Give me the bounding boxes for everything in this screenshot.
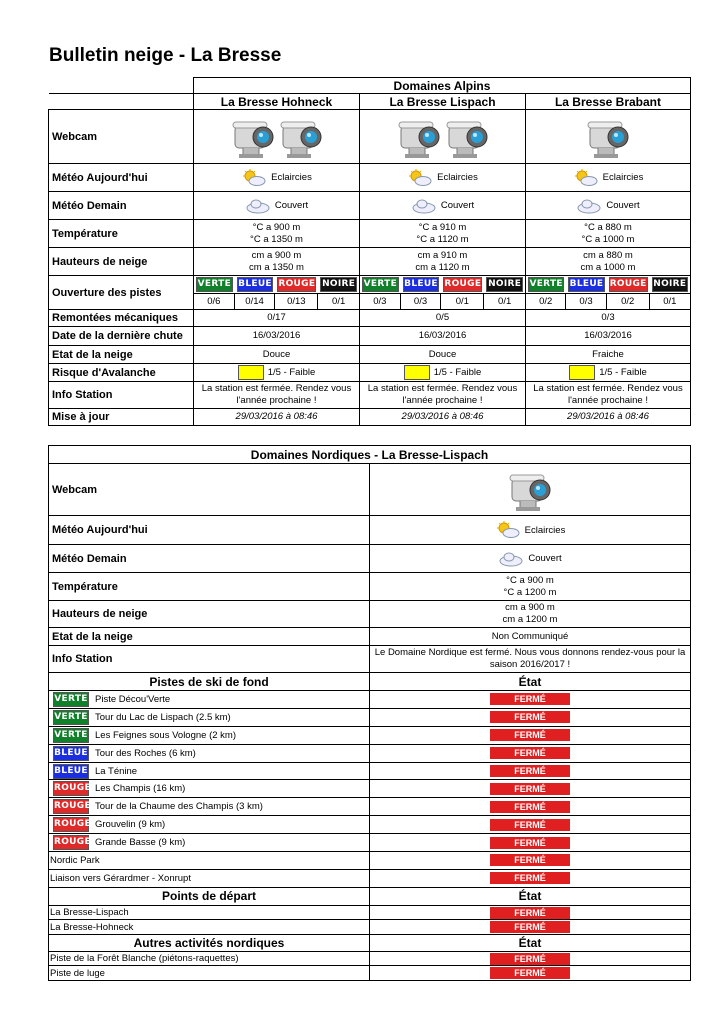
piste-count: 0/1	[484, 293, 525, 309]
nordic-webcam-cell[interactable]	[370, 464, 691, 516]
trail-name-cell	[49, 920, 370, 935]
snow-height-label: Hauteurs de neige	[49, 248, 194, 276]
piste-badge-bleue: BLEUE	[237, 277, 274, 292]
info-line2: l'année prochaine !	[568, 395, 648, 406]
status-badge: FERMÉ	[490, 967, 570, 979]
piste-count: 0/1	[441, 293, 484, 309]
piste-count: 0/6	[194, 293, 235, 309]
trail-name-cell	[49, 852, 370, 870]
trail-status-cell	[370, 691, 691, 709]
autres-state-header: État	[370, 934, 691, 951]
depart-state-header: État	[370, 887, 691, 905]
trail-status-cell	[370, 780, 691, 798]
nordic-info-line2: saison 2016/2017 !	[489, 659, 571, 670]
trail-name: Tour du Lac de Lispach (2.5 km)	[95, 711, 231, 723]
sun-cloud-icon	[407, 169, 433, 187]
level-badge-bleue: BLEUE	[53, 764, 89, 779]
trail-name-cell	[49, 905, 370, 920]
piste-badge-noire: NOIRE	[320, 277, 357, 292]
level-badge-rouge: ROUGE	[53, 799, 89, 814]
nordic-info-line1: Le Domaine Nordique est fermé. Nous vous donnons rendez-vous pour la	[374, 647, 686, 658]
status-badge: FERMÉ	[490, 729, 570, 741]
info-line1: La station est fermée. Rendez vous	[533, 383, 683, 394]
nordic-meteo-tomorrow-label: Météo Demain	[49, 545, 370, 573]
snow-high: cm a 1350 m	[249, 261, 304, 273]
trail-row	[49, 691, 691, 709]
station-header	[194, 94, 360, 110]
pistes-opening-label: Ouverture des pistes	[49, 276, 194, 310]
meteo-today-cell	[526, 164, 691, 192]
alpine-header: Domaines Alpins	[194, 78, 691, 94]
meteo-today: Eclaircies	[437, 172, 478, 183]
temp-high: °C a 1350 m	[250, 233, 303, 245]
snow-state-value: Fraiche	[526, 346, 691, 364]
trail-status-cell	[370, 726, 691, 744]
trail-row	[49, 780, 691, 798]
risk-level-swatch	[404, 365, 430, 380]
trail-row	[49, 966, 691, 981]
snow-high: cm a 1000 m	[580, 261, 636, 273]
trail-name-cell	[49, 708, 370, 726]
meteo-tomorrow: Couvert	[440, 200, 475, 211]
trail-name-cell	[49, 762, 370, 780]
webcam-cell	[194, 110, 360, 164]
nordic-webcam-label: Webcam	[49, 464, 370, 516]
trail-row	[49, 951, 691, 966]
status-badge: FERMÉ	[490, 907, 570, 919]
trail-status-cell	[370, 920, 691, 935]
risk-value: 1/5 - Faible	[267, 367, 316, 378]
nordic-snow-label: Hauteurs de neige	[49, 601, 370, 628]
piste-count: 0/1	[650, 293, 690, 309]
temp-high: °C a 1000 m	[581, 233, 635, 245]
trail-status-cell	[370, 708, 691, 726]
temp-low: °C a 900 m	[252, 221, 301, 233]
meteo-tomorrow-cell	[360, 192, 526, 220]
avalanche-risk-cell	[526, 364, 691, 382]
station-header	[360, 94, 526, 110]
trail-row	[49, 905, 691, 920]
meteo-today: Eclaircies	[271, 172, 312, 183]
trail-name-cell	[49, 816, 370, 834]
trail-name: Les Feignes sous Vologne (2 km)	[95, 729, 236, 741]
nordic-header: Domaines Nordiques - La Bresse-Lispach	[49, 446, 691, 464]
snow-low: cm a 880 m	[583, 249, 633, 261]
piste-count: 0/2	[526, 293, 566, 309]
piste-badge-noire: NOIRE	[652, 277, 688, 292]
snow-low: cm a 910 m	[417, 249, 468, 261]
snow-low: cm a 900 m	[251, 249, 302, 261]
update-value: 29/03/2016 à 08:46	[526, 409, 691, 426]
sun-cloud-icon	[573, 169, 599, 187]
temp-low: °C a 910 m	[418, 221, 467, 233]
trail-row	[49, 726, 691, 744]
piste-badge-rouge: ROUGE	[277, 277, 316, 292]
trail-status-cell	[370, 852, 691, 870]
snow-state-label: Etat de la neige	[49, 346, 194, 364]
trail-row	[49, 762, 691, 780]
trail-name: Tour des Roches (6 km)	[95, 747, 196, 759]
piste-count: 0/3	[401, 293, 442, 309]
trail-status-cell	[370, 816, 691, 834]
nordic-meteo-tomorrow: Couvert	[528, 553, 562, 564]
status-badge: FERMÉ	[490, 854, 570, 866]
cloud-icon	[411, 197, 437, 215]
meteo-today-cell	[360, 164, 526, 192]
trail-row	[49, 834, 691, 852]
trail-name: Piste de luge	[50, 967, 105, 979]
snow-cell	[526, 248, 691, 276]
trail-status-cell	[370, 798, 691, 816]
level-badge-rouge: ROUGE	[53, 781, 89, 796]
status-badge: FERMÉ	[490, 765, 570, 777]
webcam-icon[interactable]	[277, 114, 325, 160]
temperature-cell	[360, 220, 526, 248]
station-name: La Bresse Lispach	[389, 94, 496, 109]
temperature-cell	[194, 220, 360, 248]
piste-badge-verte: VERTE	[362, 277, 399, 292]
update-value: 29/03/2016 à 08:46	[360, 409, 526, 426]
nordic-meteo-today-label: Météo Aujourd'hui	[49, 516, 370, 545]
pistes-cell	[194, 276, 360, 310]
fond-state-header: État	[370, 673, 691, 691]
risk-value: 1/5 - Faible	[599, 367, 647, 378]
risk-level-swatch	[569, 365, 595, 380]
trail-status-cell	[370, 869, 691, 887]
snow-high: cm a 1120 m	[415, 261, 470, 273]
trail-name-cell	[49, 780, 370, 798]
piste-badge-bleue: BLEUE	[568, 277, 604, 292]
piste-count: 0/14	[235, 293, 276, 309]
station-info-label: Info Station	[49, 382, 194, 409]
trail-name-cell	[49, 951, 370, 966]
trail-status-cell	[370, 834, 691, 852]
status-badge: FERMÉ	[490, 921, 570, 933]
cloud-icon	[498, 550, 524, 568]
webcam-cell	[360, 110, 526, 164]
avalanche-risk-label: Risque d'Avalanche	[49, 364, 194, 382]
meteo-tomorrow-cell	[194, 192, 360, 220]
trail-name-cell	[49, 966, 370, 981]
level-badge-verte: VERTE	[53, 692, 89, 707]
meteo-today-label: Météo Aujourd'hui	[49, 164, 194, 192]
trail-name: Grouvelin (9 km)	[95, 819, 166, 831]
trail-name: Piste Décou'Verte	[95, 693, 171, 705]
trail-name-cell	[49, 834, 370, 852]
update-label: Mise à jour	[49, 409, 194, 426]
trail-name: Nordic Park	[50, 854, 100, 866]
meteo-tomorrow: Couvert	[606, 200, 640, 211]
pistes-cell	[360, 276, 526, 310]
nordic-snow-low: cm a 900 m	[505, 602, 555, 613]
info-line1: La station est fermée. Rendez vous	[201, 383, 352, 394]
station-name: La Bresse Brabant	[554, 94, 662, 109]
avalanche-risk-cell	[194, 364, 360, 382]
level-badge-bleue: BLEUE	[53, 746, 89, 761]
trail-name: Liaison vers Gérardmer - Xonrupt	[50, 872, 191, 884]
snow-cell	[194, 248, 360, 276]
status-badge: FERMÉ	[490, 819, 570, 831]
piste-badge-rouge: ROUGE	[443, 277, 482, 292]
station-info-cell	[360, 382, 526, 409]
webcam-icon[interactable]	[395, 114, 443, 160]
trail-status-cell	[370, 966, 691, 981]
station-info-cell	[526, 382, 691, 409]
last-snowfall-label: Date de la dernière chute	[49, 327, 194, 346]
trail-row	[49, 869, 691, 887]
lifts-value: 0/5	[360, 310, 526, 327]
sun-cloud-icon	[495, 521, 521, 539]
avalanche-risk-cell	[360, 364, 526, 382]
nordic-domains-table	[48, 445, 691, 981]
depart-header: Points de départ	[49, 887, 370, 905]
status-badge: FERMÉ	[490, 711, 570, 723]
trail-status-cell	[370, 951, 691, 966]
nordic-snow-state: Non Communiqué	[370, 628, 691, 646]
trail-status-cell	[370, 744, 691, 762]
temp-low: °C a 880 m	[584, 221, 632, 233]
station-header	[526, 94, 691, 110]
piste-badge-rouge: ROUGE	[609, 277, 648, 292]
last-snowfall-value: 16/03/2016	[194, 327, 360, 346]
piste-badge-verte: VERTE	[196, 277, 233, 292]
webcam-label: Webcam	[49, 110, 194, 164]
station-info-cell	[194, 382, 360, 409]
meteo-tomorrow-label: Météo Demain	[49, 192, 194, 220]
level-badge-verte: VERTE	[53, 710, 89, 725]
status-badge: FERMÉ	[490, 953, 570, 965]
meteo-tomorrow: Couvert	[274, 200, 309, 211]
status-badge: FERMÉ	[490, 693, 570, 705]
status-badge: FERMÉ	[490, 872, 570, 884]
trail-name-cell	[49, 691, 370, 709]
nordic-snow-state-label: Etat de la neige	[49, 628, 370, 646]
webcam-cell	[526, 110, 691, 164]
snow-cell	[360, 248, 526, 276]
webcam-icon[interactable]	[229, 114, 277, 160]
trail-name-cell	[49, 744, 370, 762]
level-badge-rouge: ROUGE	[53, 817, 89, 832]
trail-row	[49, 798, 691, 816]
level-badge-verte: VERTE	[53, 728, 89, 743]
update-value: 29/03/2016 à 08:46	[194, 409, 360, 426]
piste-count: 0/13	[275, 293, 318, 309]
pistes-cell	[526, 276, 691, 310]
sun-cloud-icon	[241, 169, 267, 187]
nordic-info-label: Info Station	[49, 646, 370, 673]
meteo-tomorrow-cell	[526, 192, 691, 220]
status-badge: FERMÉ	[490, 783, 570, 795]
piste-badge-bleue: BLEUE	[403, 277, 440, 292]
temp-high: °C a 1120 m	[416, 233, 469, 245]
temperature-label: Température	[49, 220, 194, 248]
cloud-icon	[245, 197, 271, 215]
piste-count: 0/3	[360, 293, 401, 309]
trail-name: La Ténine	[95, 765, 138, 777]
lifts-value: 0/3	[526, 310, 691, 327]
temperature-cell	[526, 220, 691, 248]
alpine-domains-table	[48, 77, 691, 426]
meteo-today: Eclaircies	[602, 172, 644, 183]
lifts-value: 0/17	[194, 310, 360, 327]
risk-level-swatch	[238, 365, 264, 380]
nordic-snow-high: cm a 1200 m	[502, 614, 558, 625]
snow-state-value: Douce	[194, 346, 360, 364]
lifts-label: Remontées mécaniques	[49, 310, 194, 327]
page-title: Bulletin neige - La Bresse	[49, 45, 282, 66]
piste-count: 0/3	[566, 293, 606, 309]
piste-count: 0/2	[607, 293, 650, 309]
autres-header: Autres activités nordiques	[49, 934, 370, 951]
trail-name: Piste de la Forêt Blanche (piétons-raquettes)	[50, 953, 239, 965]
trail-name: Les Champis (16 km)	[95, 783, 186, 795]
trail-row	[49, 708, 691, 726]
trail-name: Tour de la Chaume des Champis (3 km)	[95, 801, 263, 813]
nordic-temp-low: °C a 900 m	[506, 574, 554, 586]
piste-count: 0/1	[318, 293, 359, 309]
level-badge-rouge: ROUGE	[53, 835, 89, 850]
last-snowfall-value: 16/03/2016	[360, 327, 526, 346]
info-line2: l'année prochaine !	[402, 395, 483, 406]
meteo-today-cell	[194, 164, 360, 192]
status-badge: FERMÉ	[490, 837, 570, 849]
cloud-icon	[576, 197, 602, 215]
nordic-temp-high: °C a 1200 m	[503, 586, 557, 598]
nordic-meteo-today: Eclaircies	[524, 524, 566, 536]
trail-status-cell	[370, 762, 691, 780]
trail-row	[49, 852, 691, 870]
status-badge: FERMÉ	[490, 801, 570, 813]
trail-status-cell	[370, 905, 691, 920]
snow-state-value: Douce	[360, 346, 526, 364]
trail-name-cell	[49, 798, 370, 816]
trail-name: La Bresse-Hohneck	[50, 921, 134, 933]
last-snowfall-value: 16/03/2016	[526, 327, 691, 346]
trail-row	[49, 744, 691, 762]
trail-name-cell	[49, 869, 370, 887]
trail-row	[49, 816, 691, 834]
piste-badge-verte: VERTE	[528, 277, 564, 292]
info-line1: La station est fermée. Rendez vous	[367, 383, 518, 394]
status-badge: FERMÉ	[490, 747, 570, 759]
risk-value: 1/5 - Faible	[433, 367, 482, 378]
trail-name: Grande Basse (9 km)	[95, 837, 186, 849]
piste-badge-noire: NOIRE	[486, 277, 523, 292]
station-name: La Bresse Hohneck	[220, 94, 333, 109]
webcam-icon[interactable]	[584, 114, 632, 160]
info-line2: l'année prochaine !	[236, 395, 317, 406]
nordic-temperature-label: Température	[49, 573, 370, 601]
trail-name-cell	[49, 726, 370, 744]
trail-row	[49, 920, 691, 935]
webcam-icon[interactable]	[443, 114, 491, 160]
webcam-icon[interactable]	[506, 467, 554, 513]
fond-header: Pistes de ski de fond	[49, 673, 370, 691]
trail-name: La Bresse-Lispach	[50, 907, 129, 919]
